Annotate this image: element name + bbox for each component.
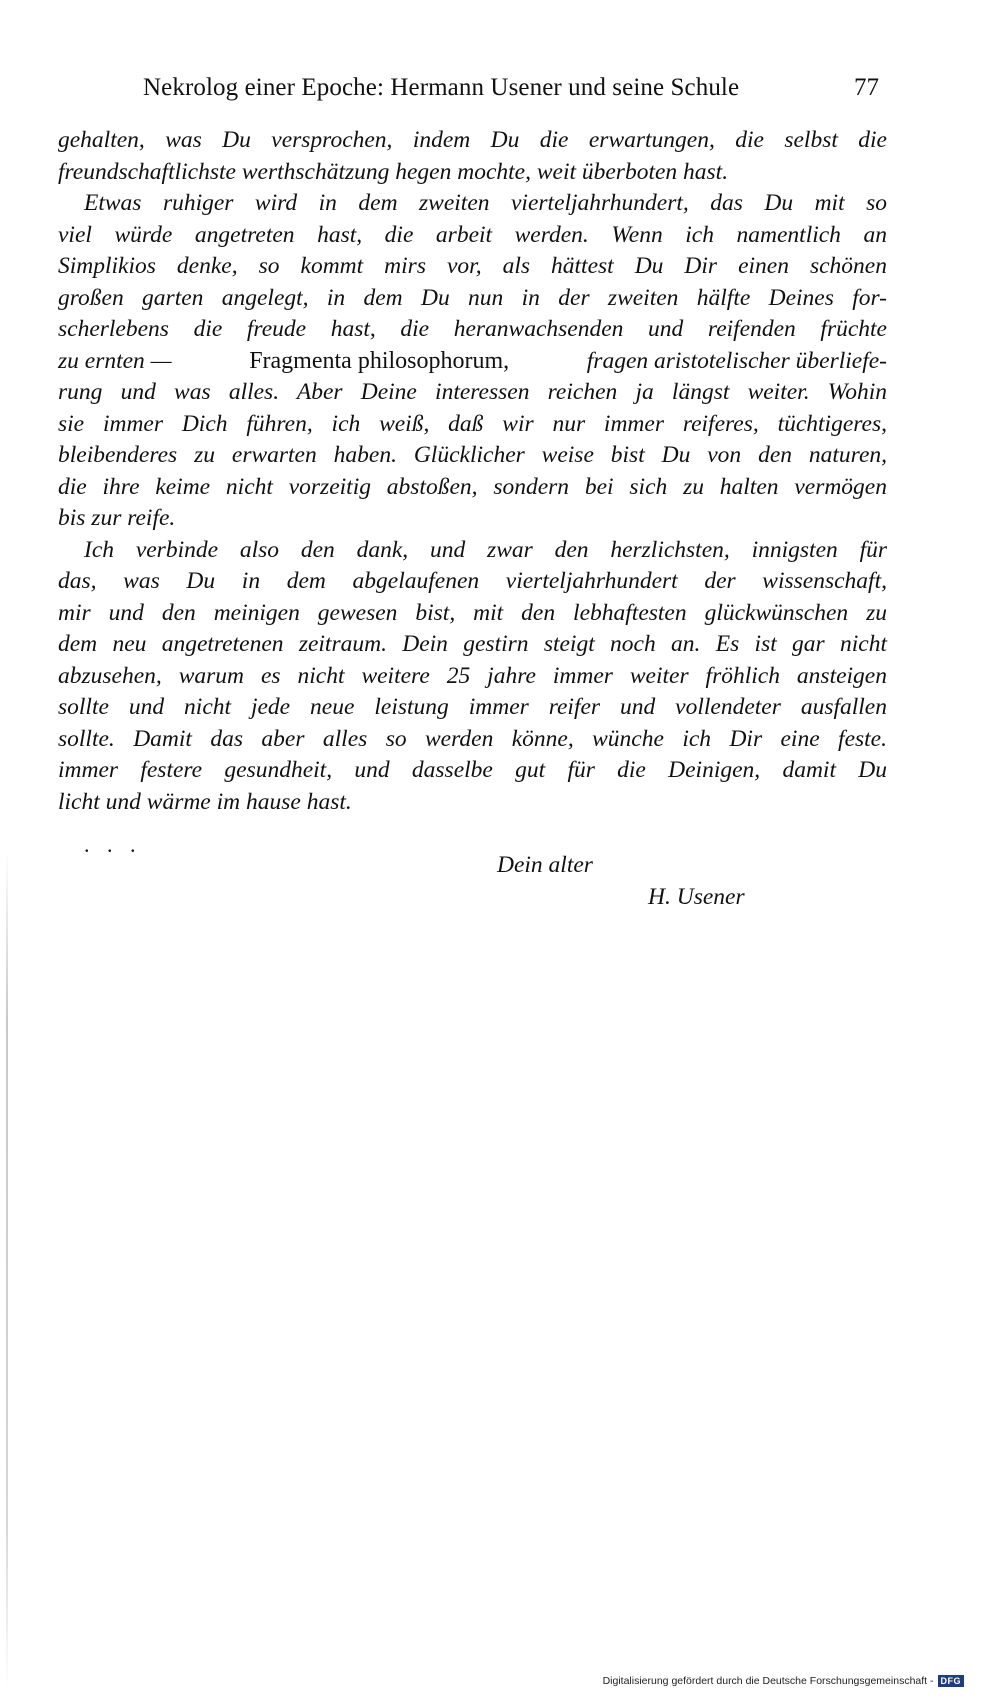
text-line: sie immer Dich führen, ich weiß, daß wir nur immer reiferes, tüchtigeres,: [58, 410, 887, 437]
text-line: Ich verbinde also den dank, und zwar den herzlichsten, innigsten für: [84, 536, 887, 563]
text-line: das, was Du in dem abgelaufenen vierteljahrhundert der wissenschaft,: [58, 568, 887, 594]
text-line: großen garten angelegt, in dem Du nun in der zweiten hälfte Deines for-: [58, 284, 887, 311]
dfg-logo: DFG: [938, 1675, 965, 1687]
text-line: immer festere gesundheit, und dasselbe gut für die Deinigen, damit Du: [58, 757, 887, 783]
running-title: Nekrolog einer Epoche: Hermann Usener und seine Schule: [143, 74, 740, 101]
text-line: Etwas ruhiger wird in dem zweiten vierteljahrhundert, das Du mit so: [84, 190, 887, 216]
text-line: rung und was alles. Aber Deine interessen reichen ja längst weiter. Wohin: [58, 379, 887, 405]
text-line: die ihre keime nicht vorzeitig abstoßen, sondern bei sich zu halten vermögen: [58, 473, 887, 500]
text-line: viel würde angetreten hast, die arbeit werden. Wenn ich namentlich an: [58, 221, 887, 248]
text-fragment: fragen aristotelischer überliefe-: [580, 347, 887, 374]
text-line: licht und wärme im hause hast.: [58, 788, 352, 815]
text-line-mixed: [58, 346, 887, 378]
text-line: dem neu angetretenen zeitraum. Dein gestirn steigt noch an. Es ist gar nicht: [58, 631, 887, 657]
text-line: abzusehen, warum es nicht weitere 25 jahre immer weiter fröhlich ansteigen: [58, 662, 887, 689]
text-line: sollte. Damit das aber alles so werden könne, wünche ich Dir eine feste.: [58, 725, 887, 752]
text-line: Simplikios denke, so kommt mirs vor, als hättest Du Dir einen schönen: [58, 253, 887, 279]
book-title: Fragmenta philosophorum,: [249, 347, 510, 374]
credit-text: Digitalisierung gefördert durch die Deutsche Forschungsgemeinschaft -: [602, 1675, 934, 1687]
digitization-credit: [603, 1675, 964, 1687]
ellipsis: . . .: [84, 832, 142, 857]
scan-edge-shadow: [6, 850, 8, 1690]
text-line: scherlebens die freude hast, die heranwachsenden und reifenden früchte: [58, 316, 887, 342]
letter-body: [58, 125, 887, 818]
page-number: 77: [854, 74, 879, 101]
text-line: gehalten, was Du versprochen, indem Du die erwartungen, die selbst die: [58, 127, 887, 153]
text-fragment: zu ernten —: [58, 347, 178, 374]
text-line: freundschaftlichste werthschätzung hegen mochte, weit überboten hast.: [58, 158, 729, 185]
letter-signature: H. Usener: [648, 884, 745, 910]
letter-closing: Dein alter: [497, 852, 593, 878]
text-line: bis zur reife.: [58, 505, 176, 531]
text-line: mir und den meinigen gewesen bist, mit den lebhaftesten glückwünschen zu: [58, 599, 887, 626]
text-line: bleibenderes zu erwarten haben. Glücklicher weise bist Du von den naturen,: [58, 442, 887, 468]
running-head: [143, 74, 879, 108]
text-line: sollte und nicht jede neue leistung immer reifer und vollendeter ausfallen: [58, 694, 887, 720]
